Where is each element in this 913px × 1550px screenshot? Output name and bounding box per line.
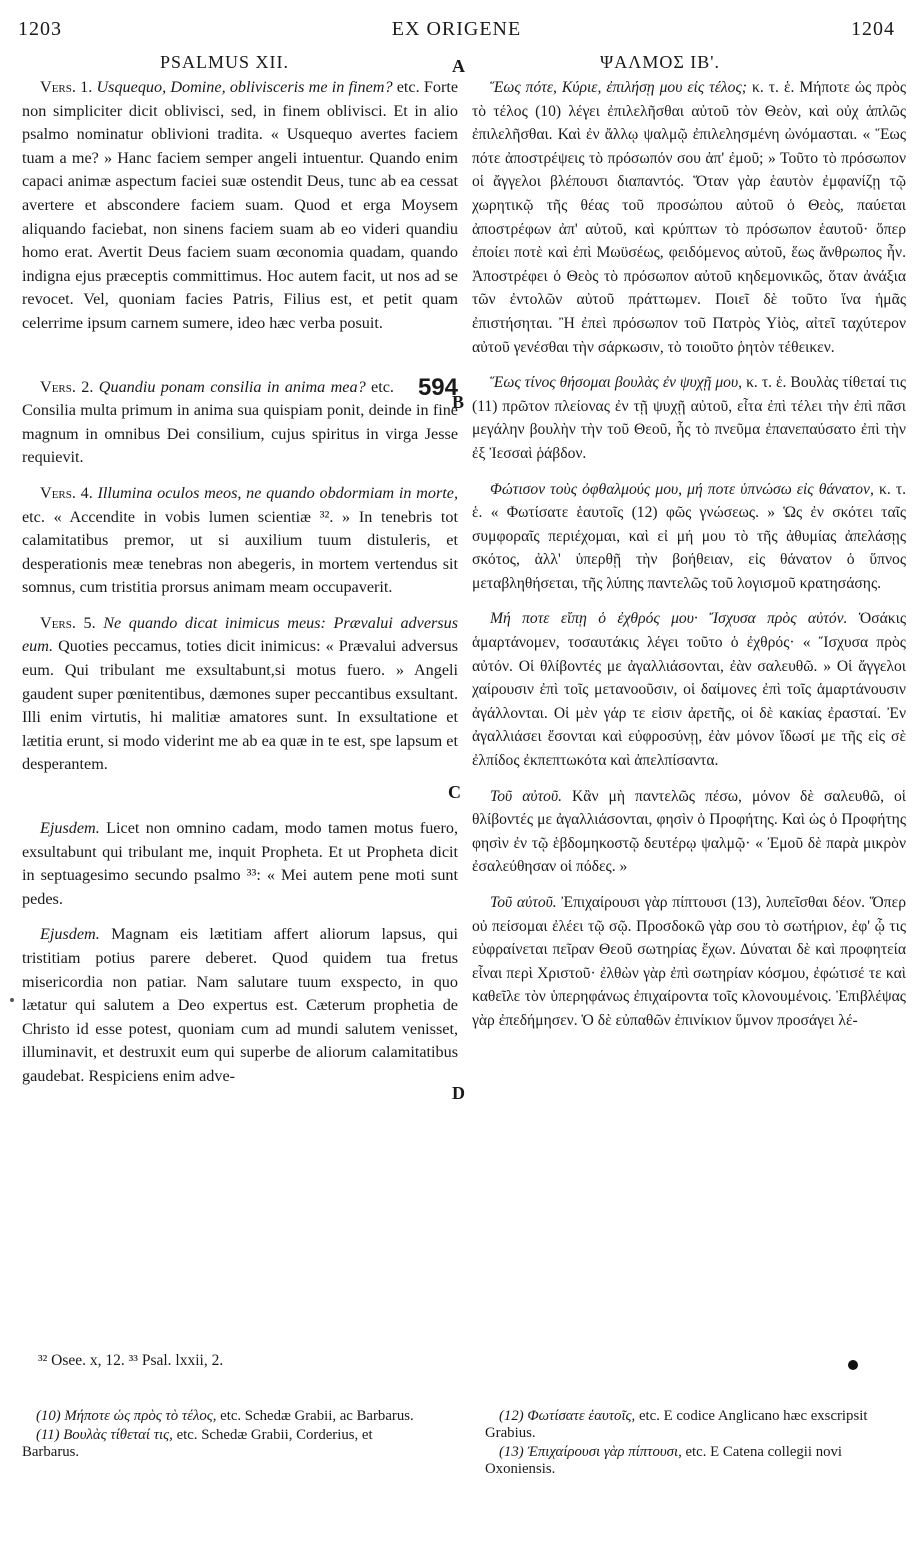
margin-marker-c: C (448, 782, 461, 802)
page-number-right: 1204 (851, 18, 895, 40)
paragraph-text: etc. « Accendite in vobis lumen scientiæ ³². » In tenebris tot calamitatibus premor, ut si auxilium tuum distuleris, et desperationis meæ tenebras non abegeris, in mortem vertendus sit somnus, cum tristitia prorsus animam meam occupaverit. (22, 507, 458, 597)
verse-lemma: Ἕως τίνος θήσομαι βουλὰς ἐν ψυχῇ μου, (490, 374, 743, 392)
latin-heading: PSALMUS XII. (160, 52, 290, 72)
bullet-dot (848, 1360, 858, 1370)
greek-column (472, 76, 906, 1045)
footnote-text: etc. Schedæ Grabii, Corderius, et Barbarus. (22, 1427, 373, 1460)
author-lemma: Ejusdem. (40, 819, 100, 838)
latin-column (22, 76, 458, 1101)
footnote-lemma: (12) Φωτίσατε ἑαυτοῖς, (499, 1408, 636, 1424)
footnote-lemma: (10) Μήποτε ὡς πρὸς τὸ τέλος, (36, 1408, 217, 1424)
footnote-text: etc. Schedæ Grabii, ac Barbarus. (220, 1408, 414, 1424)
running-head (18, 18, 895, 44)
paragraph-text: Ἐπιχαίρουσι γὰρ πίπτουσι (13), λυπεῖσθαι δέον. Ὅπερ οὐ πείσομαι ἐλέει τῷ σῷ. Προσδοκῶ γὰρ σου τὸ σωτήριον, ἐφ' ᾧ τις εὐφραίνεται πεῖραν Θεοῦ σωτηρίας ἔχων. Δύναται δὲ καὶ προφητεία εἶναι περὶ Χριστοῦ· ἐλθὼν γὰρ ἐπὶ σωτηρίαν κόσμου, ἐφώτισέ τε καὶ καθεῖλε τὸν ὑπερηφάνως ἐπιχαίροντα τοῖς κλονουμένοις. Ἐπιβλέψας γὰρ ἐπεδήμησεν. Ὁ δὲ εὐπαθῶν ἐπινίκιον ὕμνον προσάγει λέ- (472, 894, 907, 1029)
latin-paragraph (22, 817, 458, 911)
greek-paragraph (472, 76, 906, 359)
running-title: EX ORIGENE (391, 18, 522, 40)
verse-lemma: Φώτισον τοὺς ὀφθαλμούς μου, μή ποτε ὑπνώσω εἰς θάνατον, (490, 480, 874, 498)
author-lemma: Τοῦ αὐτοῦ. (490, 894, 557, 911)
greek-paragraph (472, 371, 906, 465)
paragraph-text: κ. τ. ἑ. Βουλὰς τίθεταί τις (11) πρῶτον πλείονας ἐν τῇ ψυχῇ αὐτοῦ, εἶτα ἐπὶ τέλει τὴν ἐπὶ πᾶσι μεγάλην βουλὴν τὴν τοῦ Θεοῦ, ἧς τὸ πνεῦμα ἐπανεπαύσατο ἐπὶ τὴν ἐξ Ἰεσσαὶ ῥάβδον. (472, 374, 907, 462)
paragraph-text: Licet non omnino cadam, modo tamen motus fuero, exsultabunt qui tribulant me, inquit Propheta. Et ut Propheta dicit in septuagesimo secundo psalmo ³³: « Mei autem pene moti sunt pedes. (22, 819, 459, 908)
paragraph-text: Magnam eis lætitiam affert aliorum lapsus, qui tristitiam potius parere deberet. Quod quidem tua fretus misericordia non patiar. Nam salutare tuum exspecto, in quo lætatur qui salutem a Deo expertus est. Cæterum prophetia de Christo id esse potest, quoniam cum ad mundi salutem venisset, illuminavit, et destruxit eum qui superbe de aliorum calamitatibus gaudebat. Respiciens enim adve- (22, 925, 459, 1085)
footnote-text: etc. E Catena collegii novi Oxoniensis. (485, 1444, 843, 1477)
greek-heading: ΨΑΛΜΟΣ ΙΒ'. (600, 52, 721, 72)
latin-paragraph (22, 76, 458, 336)
paragraph-text: κ. τ. ἑ. Μήποτε ὡς πρὸς τὸ τέλος (10) λέγει ἐπιλελῆσθαι αὐτοῦ τὸν Θεὸν, καὶ οὐχ ἁπλῶς ἐπιλελῆσθαι. Καὶ ἐν ἄλλῳ ψαλμῷ ἐπιλελησμένη ὠνόμασται. « Ἕως πότε ἀποστρέψεις τὸ πρόσωπόν σου ἀπ' ἐμοῦ; » Τοῦτο τὸ πρόσωπον οἱ ἄγγελοι βλέπουσι διαπαντός. Ὅταν γὰρ ἑαυτὸν ἐμφανίζῃ τῷ χωρητικῷ τῆς θέας τοῦ προσώπου αὐτοῦ ὁ Θεὸς, παύεται ἀποστρέφων ἀπ' αὐτοῦ, καὶ κρύπτων τὸ πρόσωπον ἑαυτοῦ· ὅπερ ἐποίει ποτὲ καὶ ἐπὶ Μωϋσέως, φειδόμενος αὐτοῦ, ἕως ἄνθρωπος ἦν. Ἀποστρέφει ὁ Θεὸς τὸ πρόσωπον αὐτοῦ κηδεμονικῶς, ὅταν ἀνάξια τῶν ἐντολῶν αὐτοῦ πράττωμεν. Ποιεῖ δὲ τοῦτο ἵνα ἡμᾶς ἐπιστήσηται. Ἢ ἐπεὶ πρόσωπον τοῦ Πατρὸς Υἱὸς, αἰτεῖ ταχύτερον αὐτοῦ γενέσθαι τὴν σάρκωσιν, τὸ τοιοῦτο ῥητὸν τέθεικεν. (472, 79, 906, 356)
paragraph-text: Ὁσάκις ἁμαρτάνομεν, τοσαυτάκις λέγει τοῦτο ὁ ἐχθρός· « Ἴσχυσα πρὸς αὐτόν. Οἱ θλίβοντές με ἀγαλλιάσονται, ἐὰν σαλευθῶ. » Οἱ ἄγγελοι χαίρουσιν ἐπὶ τοῖς μετανοοῦσιν, οἱ δαίμονες ἐπὶ τοῖς ἁμαρτάνουσιν ἀγάλλονται. Οἱ μὲν γάρ τε εἰσιν ἀρετῆς, οἱ δὲ κακίας ἐρασταί. Ἐν ἀγαλλιάσει ἔσονται καὶ εὐφροσύνῃ, ἐὰν μόνον ἴδωσί με τῆς εἰς σὲ ἐλπίδος ἐκπεπτωκότα καὶ ἀπελπίσαντα. (472, 610, 906, 770)
verse-label: Vers. 1. (40, 78, 93, 96)
paragraph-text: κ. τ. ἑ. « Φωτίσατε ἑαυτοῖς (12) φῶς γνώσεως. » Ὡς ἐν σκότει ταῖς συμφοραῖς περιέχομαι, καὶ εἰ μή μου τὸ τῆς ἀθυμίας ἀπελάσῃς σκότος, ἀλλ' ὑπερθῇ τὴν βοήθειαν, εἰς θάνατον ὁ ὕπνος μεταβληθήσεται, τῆς λύπης παντελῶς τοῦ λογισμοῦ κρατησάσης. (472, 480, 906, 592)
footnote-lemma: (13) Ἐπιχαίρουσι γὰρ πίπτουσι, (499, 1444, 682, 1460)
paragraph-text: Κἂν μὴ παντελῶς πέσω, μόνον δὲ σαλευθῶ, οἱ θλίβοντές με ἀγαλλιάσονται, φησὶν ὁ Προφήτης. Καὶ ὡς ὁ Προφήτης φησὶν ἐν τῷ ἑβδομηκοστῷ δευτέρῳ ψαλμῷ· « Ἐμοῦ δὲ παρὰ μικρὸν ἐσαλεύθησαν οἱ πόδες. » (472, 787, 906, 876)
column-number: 594 (417, 373, 458, 401)
verse-lemma: Ἕως πότε, Κύριε, ἐπιλήσῃ μου εἰς τέλος; (490, 79, 747, 96)
footnote (485, 1408, 895, 1442)
verse-label: Vers. 2. (40, 377, 94, 396)
footnote-lemma: (11) Βουλὰς τίθεταί τις, (36, 1427, 173, 1443)
latin-paragraph (22, 482, 458, 600)
verse-lemma: Usquequo, Domine, oblivisceris me in finem? (96, 78, 393, 96)
page-number-left: 1203 (18, 18, 62, 40)
footnotes-right (485, 1408, 895, 1480)
margin-marker-a: A (452, 56, 465, 76)
paragraph-text: etc. Forte non simpliciter dicit oblivisci, sed, in finem oblivisci. Et in alio psalmo nominatur oblivioni tradita. « Usquequo avertes faciem tuam a me? » Hanc faciem semper angeli intuentur. Quando enim capaci animæ aspectum faciei suæ ostendit Deus, tunc ab ea cessat avertere et abscondere faciem suam. Quod et erga Moysem aliquando faciebat, non sinens faciem suam ab eo videri quandiu homo erat. Avertit Deus faciem suam œconomia quadam, quando indigna ejus præceptis committimus. Hoc autem facit, ut nos ad se revocet. Vel, quoniam facies Patris, Filius est, et petit quam celerrime ipsum carnem sumere, ideo hæc verba posuit. (22, 78, 459, 332)
greek-paragraph (472, 785, 906, 879)
latin-paragraph (22, 612, 458, 777)
footnote (22, 1408, 432, 1425)
margin-dot (10, 998, 14, 1002)
paragraph-text: etc. Consilia multa primum in anima sua quispiam ponit, deinde in fine magnum in omnibus Dei consilium, cujus spiritus in virga Jesse requievit. (22, 377, 458, 467)
verse-label: Vers. 4. (40, 483, 93, 502)
greek-paragraph (472, 607, 906, 772)
paragraph-text: Quoties peccamus, toties dicit inimicus: « Prævalui adversus eum. Qui tribulant me exsultabunt,si motus fuero. » Angeli gaudent super pœnitentibus, dæmones super peccantibus exsultant. Illi enim virtutis, hi malitiæ amatores sunt. In exsultatione et lætitia erunt, si modo viderint me ab ea quæ in te est, spe lapsum et desperantem. (22, 637, 458, 774)
footnote-text: etc. E codice Anglicano hæc exscripsit Grabius. (485, 1408, 868, 1441)
scripture-references: ³² Osee. x, 12. ³³ Psal. lxxii, 2. (38, 1352, 224, 1369)
verse-lemma: Illumina oculos meos, ne quando obdormiam in morte, (97, 483, 458, 502)
author-lemma: Τοῦ αὐτοῦ. (490, 787, 562, 805)
footnotes-left (22, 1408, 432, 1463)
verse-label: Vers. 5. (40, 613, 96, 632)
latin-paragraph (22, 923, 458, 1088)
greek-paragraph (472, 478, 906, 596)
verse-lemma: Quandiu ponam consilia in anima mea? (98, 377, 366, 396)
footnote (485, 1444, 895, 1478)
greek-paragraph (472, 891, 906, 1033)
verse-lemma: Ne quando dicat inimicus meus: Prævalui adversus eum. (22, 613, 459, 656)
margin-marker-d: D (452, 1083, 465, 1103)
author-lemma: Ejusdem. (40, 925, 100, 944)
margin-marker-b: B (452, 392, 465, 412)
footnote (22, 1427, 432, 1461)
latin-paragraph (22, 373, 458, 470)
verse-lemma: Μή ποτε εἴπῃ ὁ ἐχθρός μου· Ἴσχυσα πρὸς αὐτόν. (490, 610, 848, 628)
